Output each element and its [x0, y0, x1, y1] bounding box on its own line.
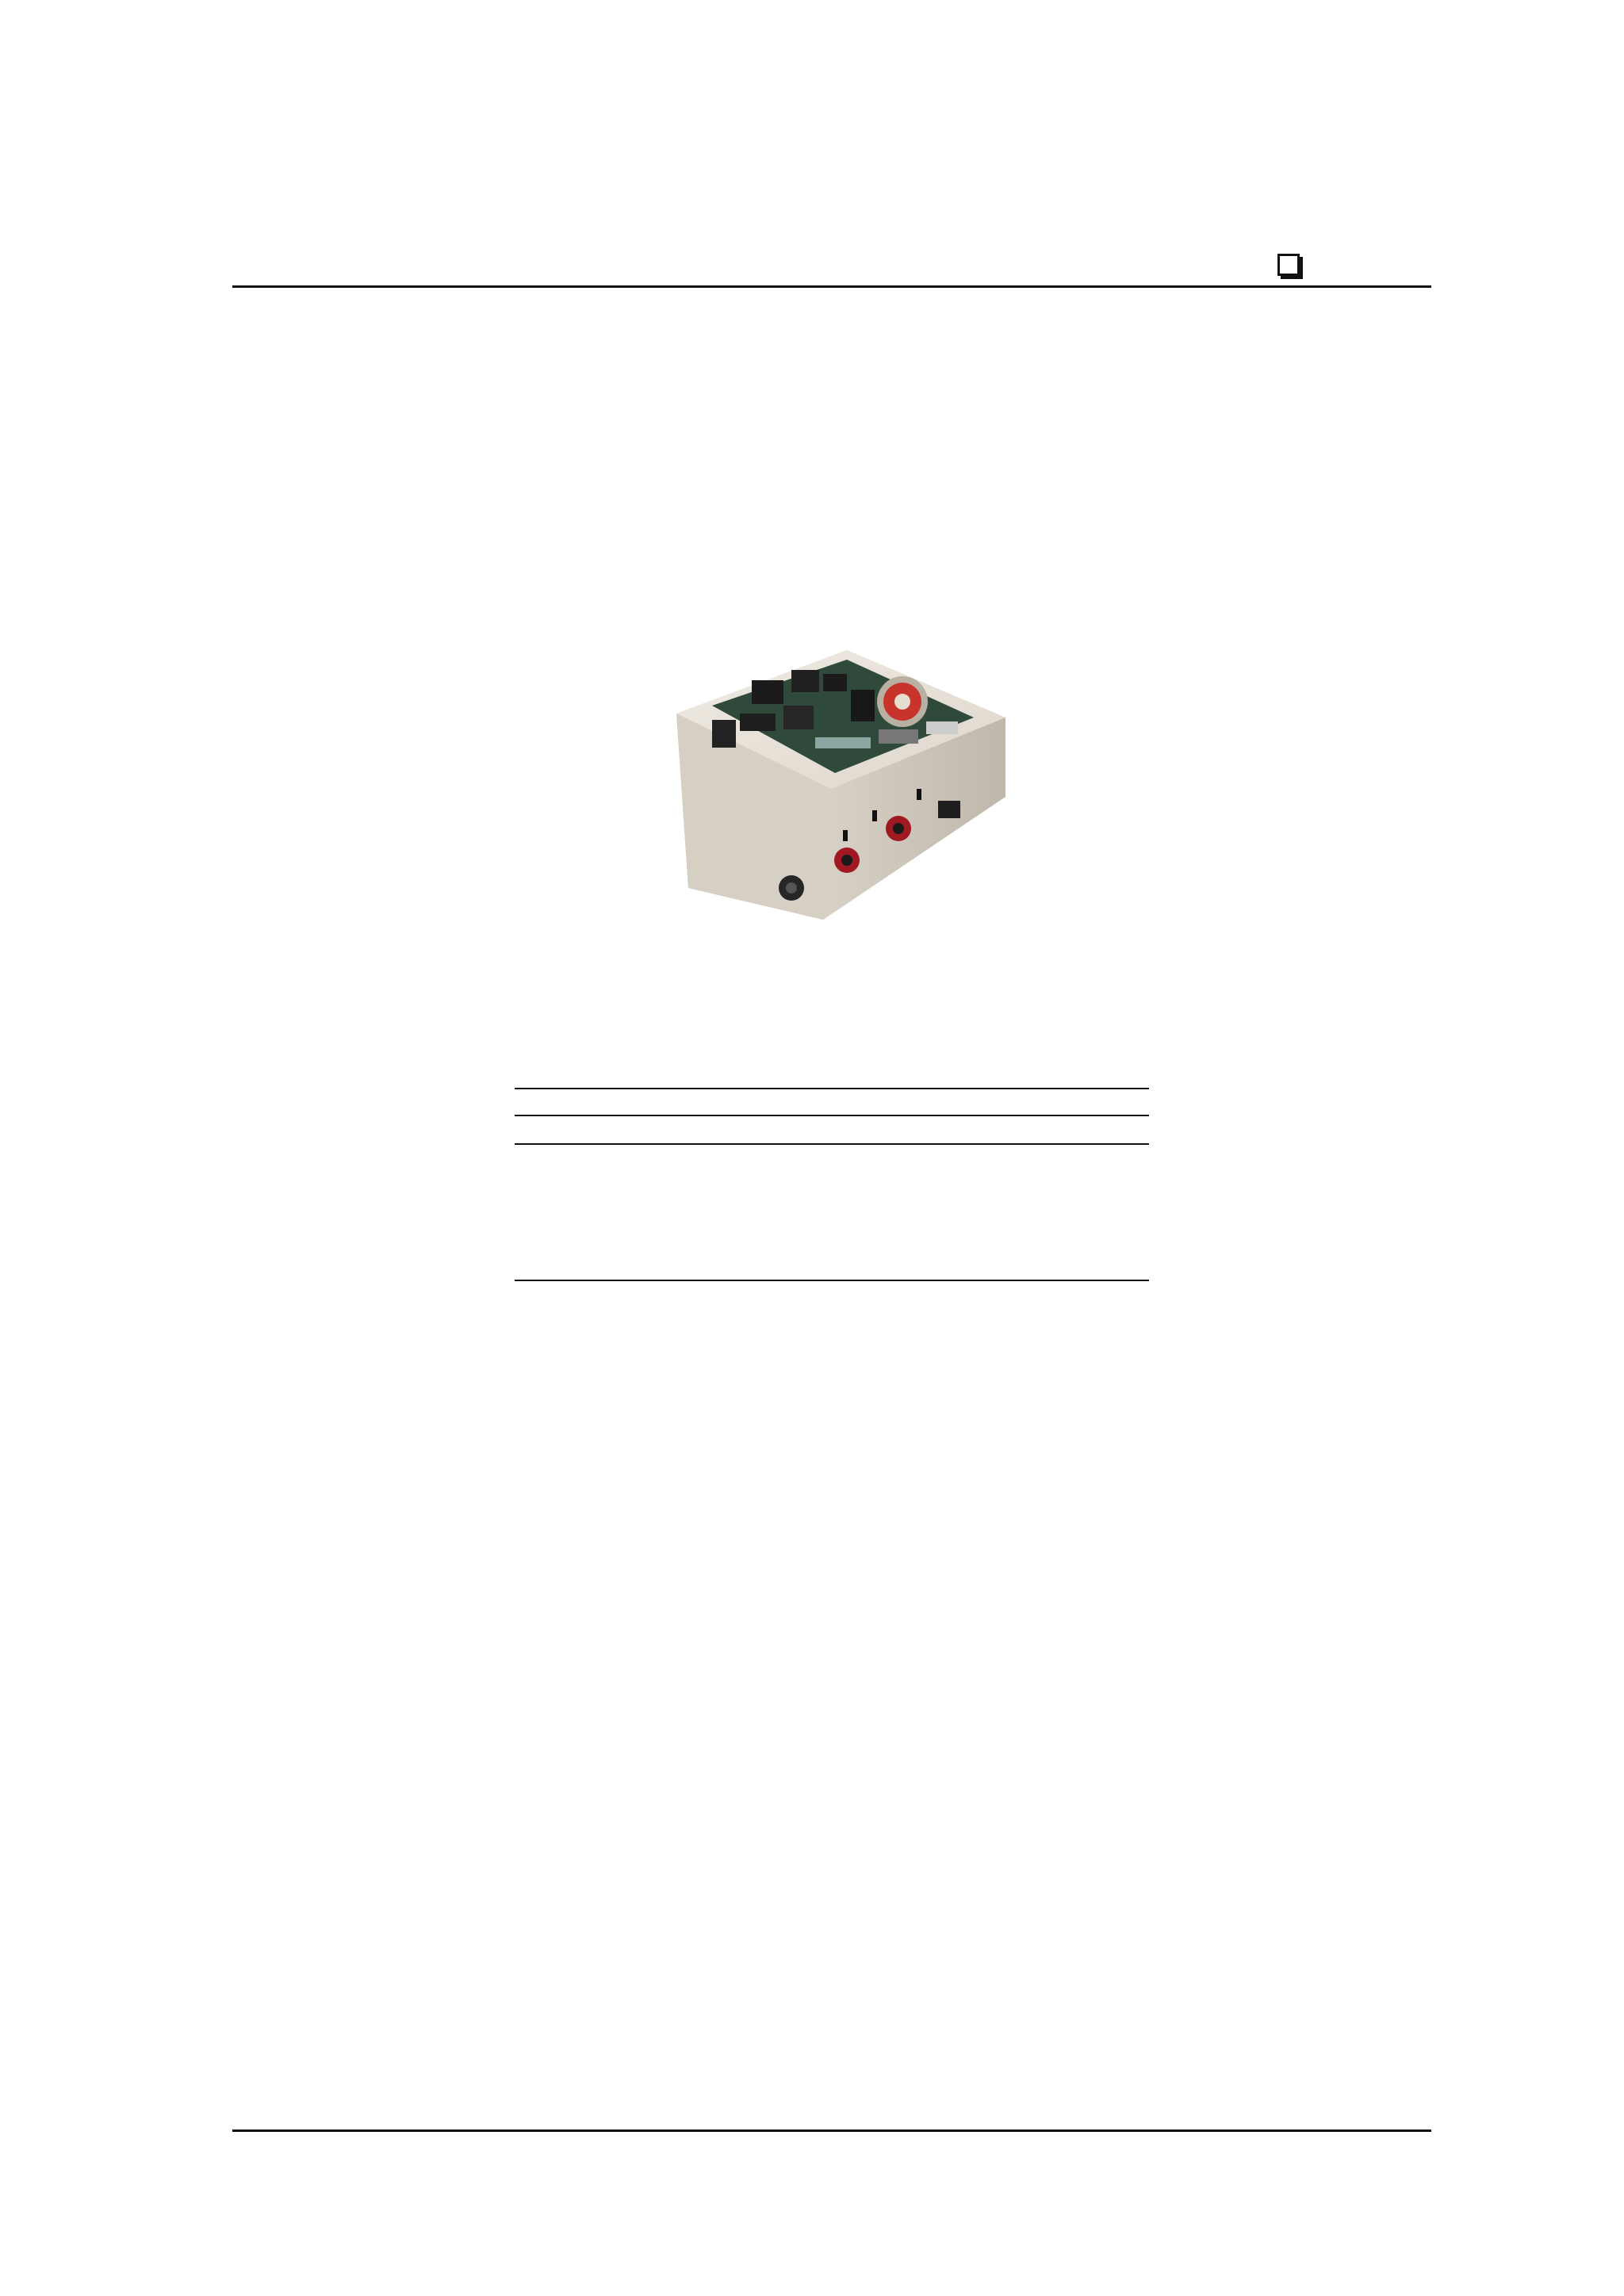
- table-row: [515, 1199, 1149, 1226]
- section-4-2-paragraph-1: [232, 1531, 1431, 1564]
- table-1: [515, 1088, 1149, 1281]
- table-header-row: [515, 1088, 1149, 1115]
- section-4-1-paragraph: [232, 489, 1431, 522]
- section-4-heading: [232, 317, 299, 346]
- box-icon: [1277, 254, 1300, 276]
- table-row: [515, 1172, 1149, 1199]
- section-4-2-paragraph-2: [232, 1730, 1431, 1770]
- section-4-paragraph: [232, 352, 1431, 385]
- table-row: [515, 1145, 1149, 1172]
- section-4-2-heading: [232, 1495, 299, 1525]
- table-row: [515, 1253, 1149, 1280]
- figure-5-prototype-photo: [665, 626, 1013, 936]
- table-row: [515, 1226, 1149, 1253]
- footer-rule: [232, 2130, 1431, 2132]
- running-header: [232, 251, 1431, 288]
- section-4-1-heading: [232, 453, 299, 483]
